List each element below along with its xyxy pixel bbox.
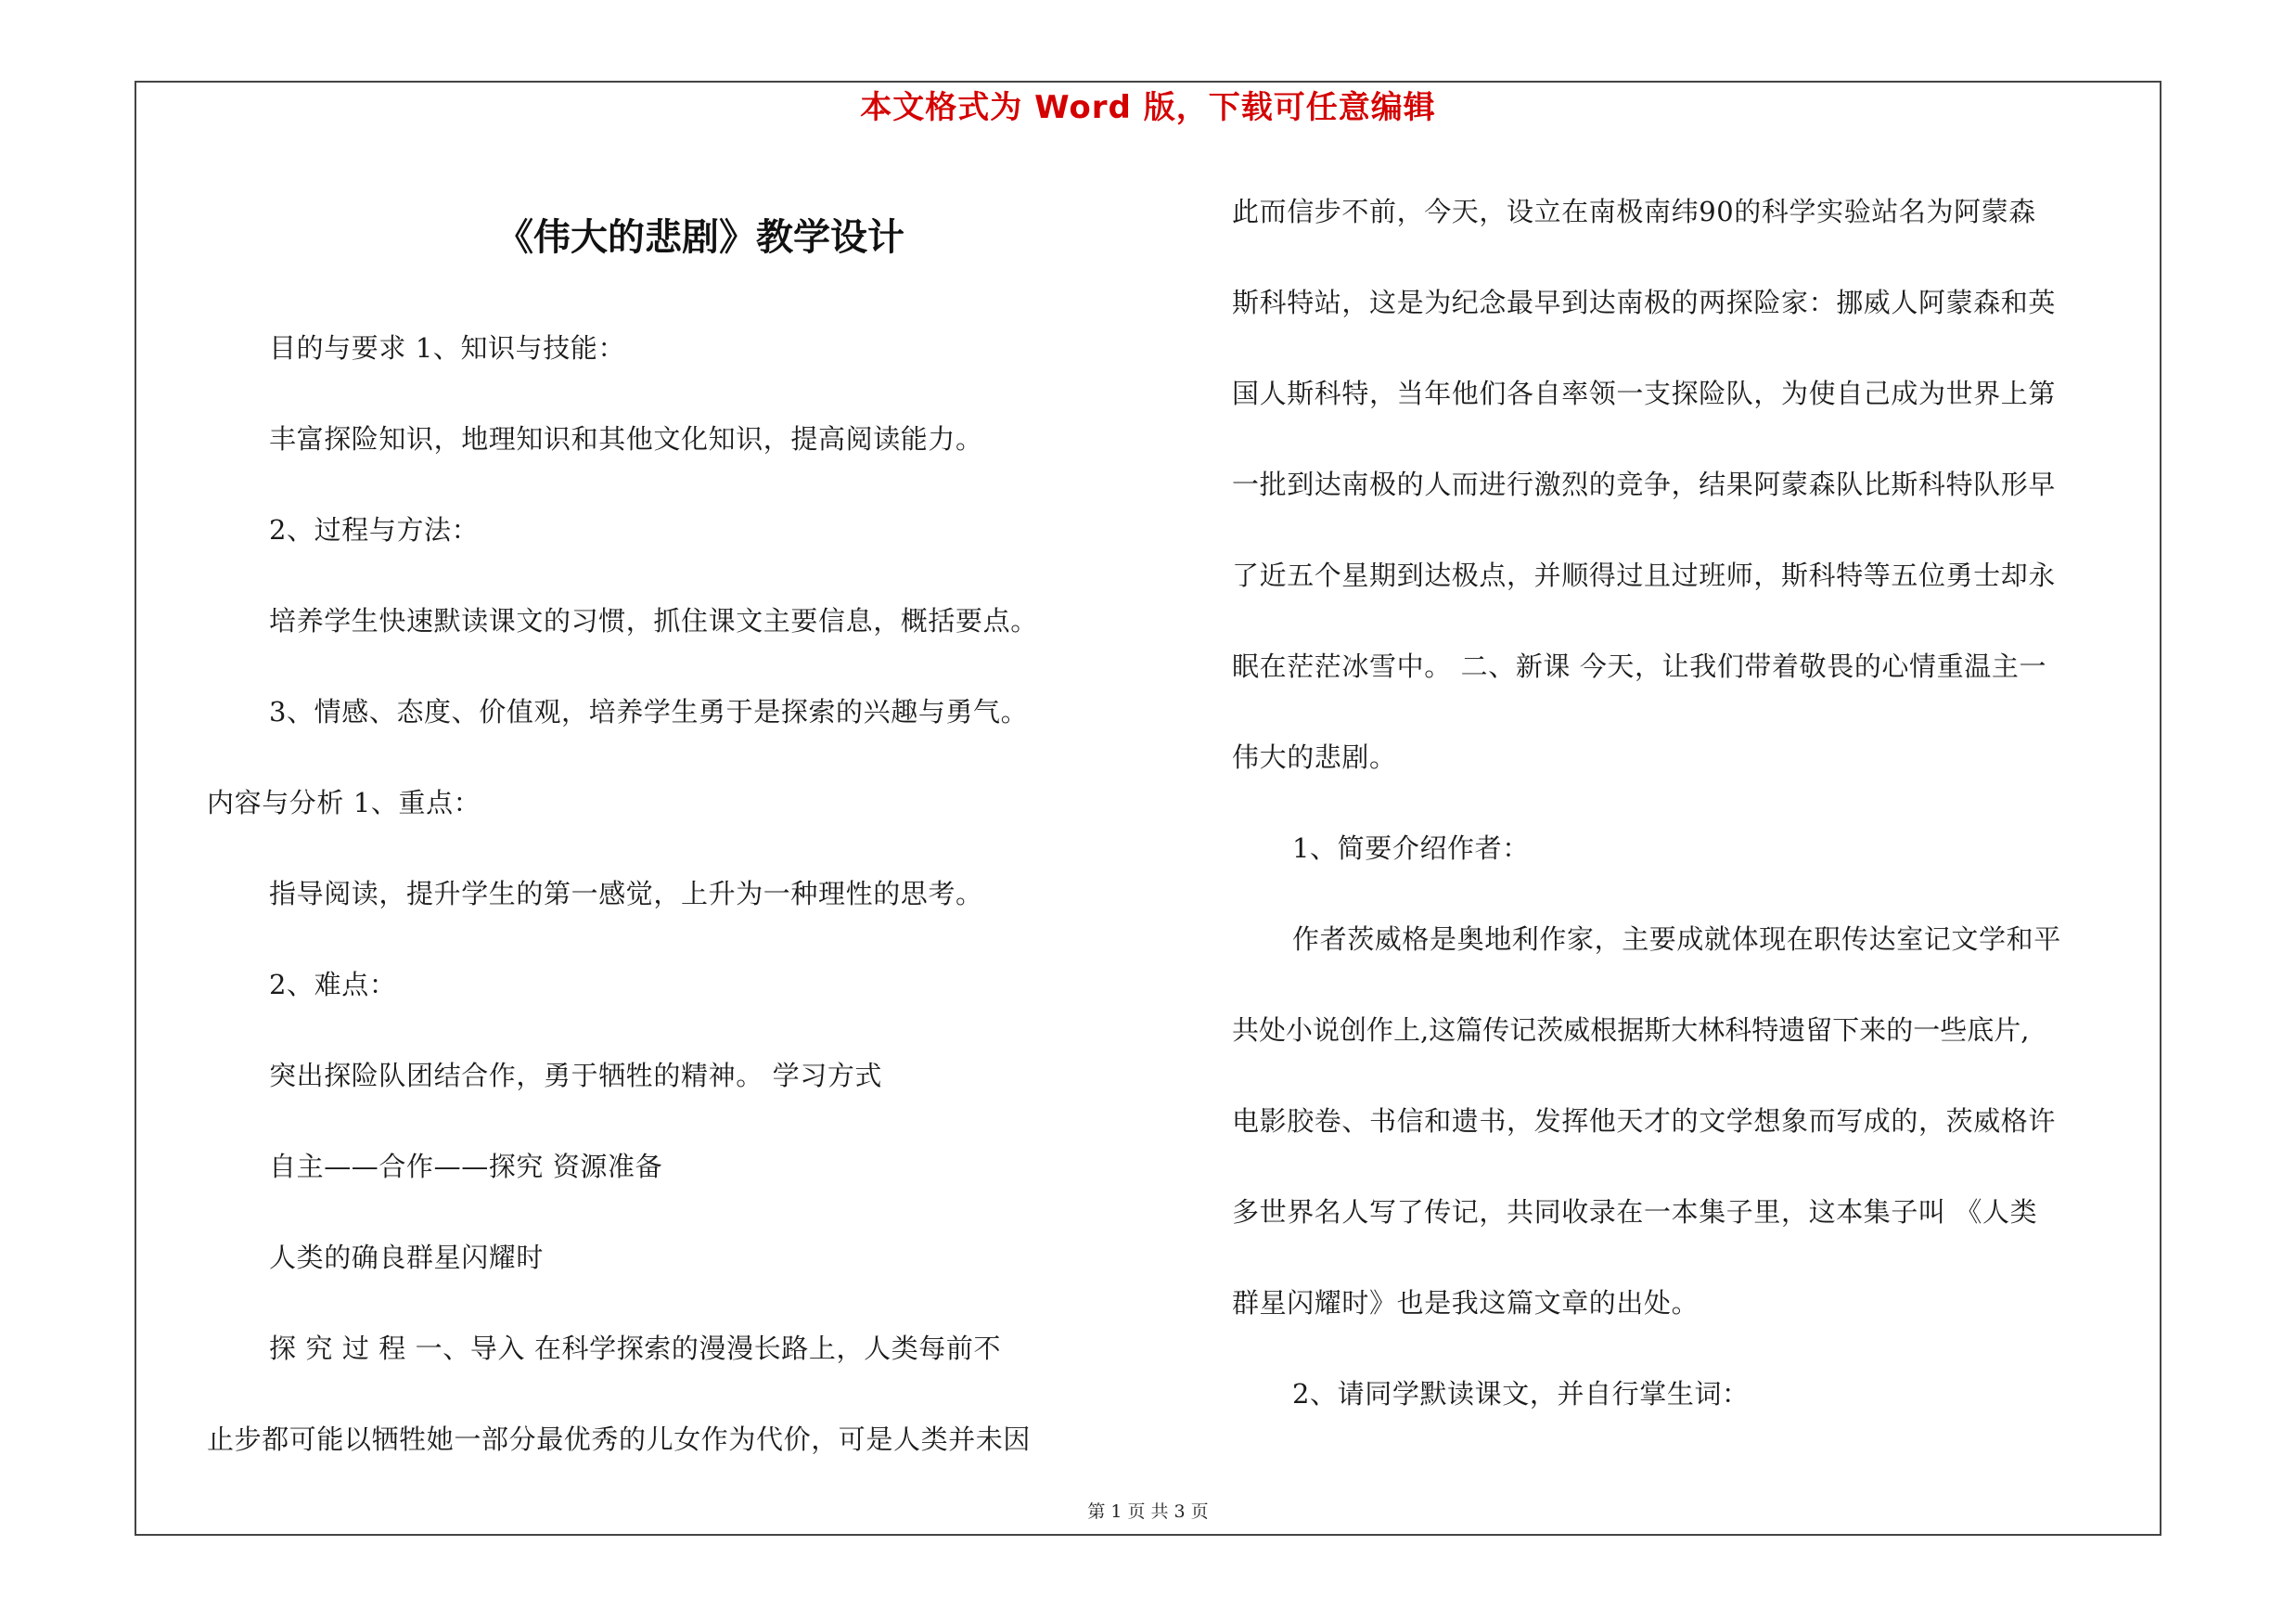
paragraph: 止步都可能以牺牲她一部分最优秀的儿女作为代价，可是人类并未因: [207, 1423, 1032, 1455]
paragraph: 内容与分析 1、重点：: [207, 787, 481, 818]
paragraph: 1、简要介绍作者：: [1292, 832, 1530, 864]
paragraph: 培养学生快速默读课文的习惯，抓住课文主要信息，概括要点。: [269, 605, 1038, 637]
paragraph: 自主——合作——探究 资源准备: [269, 1151, 663, 1182]
paragraph: 2、难点：: [269, 969, 397, 1000]
paragraph: 突出探险队团结合作，勇于牺牲的精神。 学习方式: [269, 1060, 883, 1091]
page-number-footer: 第 1 页 共 3 页: [1087, 1501, 1209, 1522]
paragraph: 了近五个星期到达极点，并顺得过且过班师，斯科特等五位勇士却永: [1232, 560, 2057, 591]
document-title: 《伟大的悲剧》教学设计: [496, 216, 904, 259]
paragraph: 群星闪耀时》也是我这篇文章的出处。: [1232, 1287, 1700, 1319]
paragraph: 国人斯科特，当年他们各自率领一支探险队，为使自己成为世界上第: [1232, 378, 2057, 409]
paragraph: 多世界名人写了传记，共同收录在一本集子里，这本集子叫 《人类: [1232, 1196, 2038, 1228]
paragraph: 3、情感、态度、价值观，培养学生勇于是探索的兴趣与勇气。: [269, 696, 1029, 728]
paragraph: 眠在茫茫冰雪中。 二、新课 今天，让我们带着敬畏的心情重温主一: [1232, 650, 2047, 682]
paragraph: 一批到达南极的人而进行激烈的竞争，结果阿蒙森队比斯科特队形早: [1232, 469, 2057, 500]
paragraph: 电影胶卷、书信和遗书，发挥他天才的文学想象而写成的，茨威格许: [1232, 1105, 2057, 1137]
paragraph: 人类的确良群星闪耀时: [269, 1242, 545, 1273]
paragraph: 伟大的悲剧。: [1232, 741, 1397, 773]
paragraph: 斯科特站，这是为纪念最早到达南极的两探险家：挪威人阿蒙森和英: [1232, 287, 2057, 318]
paragraph: 指导阅读，提升学生的第一感觉，上升为一种理性的思考。: [269, 878, 983, 909]
paragraph: 共处小说创作上,这篇传记茨威根据斯大林科特遗留下来的一些底片,: [1232, 1014, 2030, 1046]
format-banner: 本文格式为 Word 版，下载可任意编辑: [860, 89, 1436, 126]
paragraph: 探 究 过 程 一、导入 在科学探索的漫漫长路上，人类每前不: [269, 1333, 1002, 1364]
paragraph: 丰富探险知识，地理知识和其他文化知识，提高阅读能力。: [269, 423, 983, 455]
paragraph: 作者茨威格是奥地利作家，主要成就体现在职传达室记文学和平: [1292, 923, 2061, 955]
paragraph: 目的与要求 1、知识与技能：: [269, 332, 626, 364]
paragraph: 此而信步不前，今天，设立在南极南纬90的科学实验站名为阿蒙森: [1232, 196, 2036, 227]
paragraph: 2、请同学默读课文，并自行掌生词：: [1292, 1378, 1750, 1410]
paragraph: 2、过程与方法：: [269, 514, 480, 546]
